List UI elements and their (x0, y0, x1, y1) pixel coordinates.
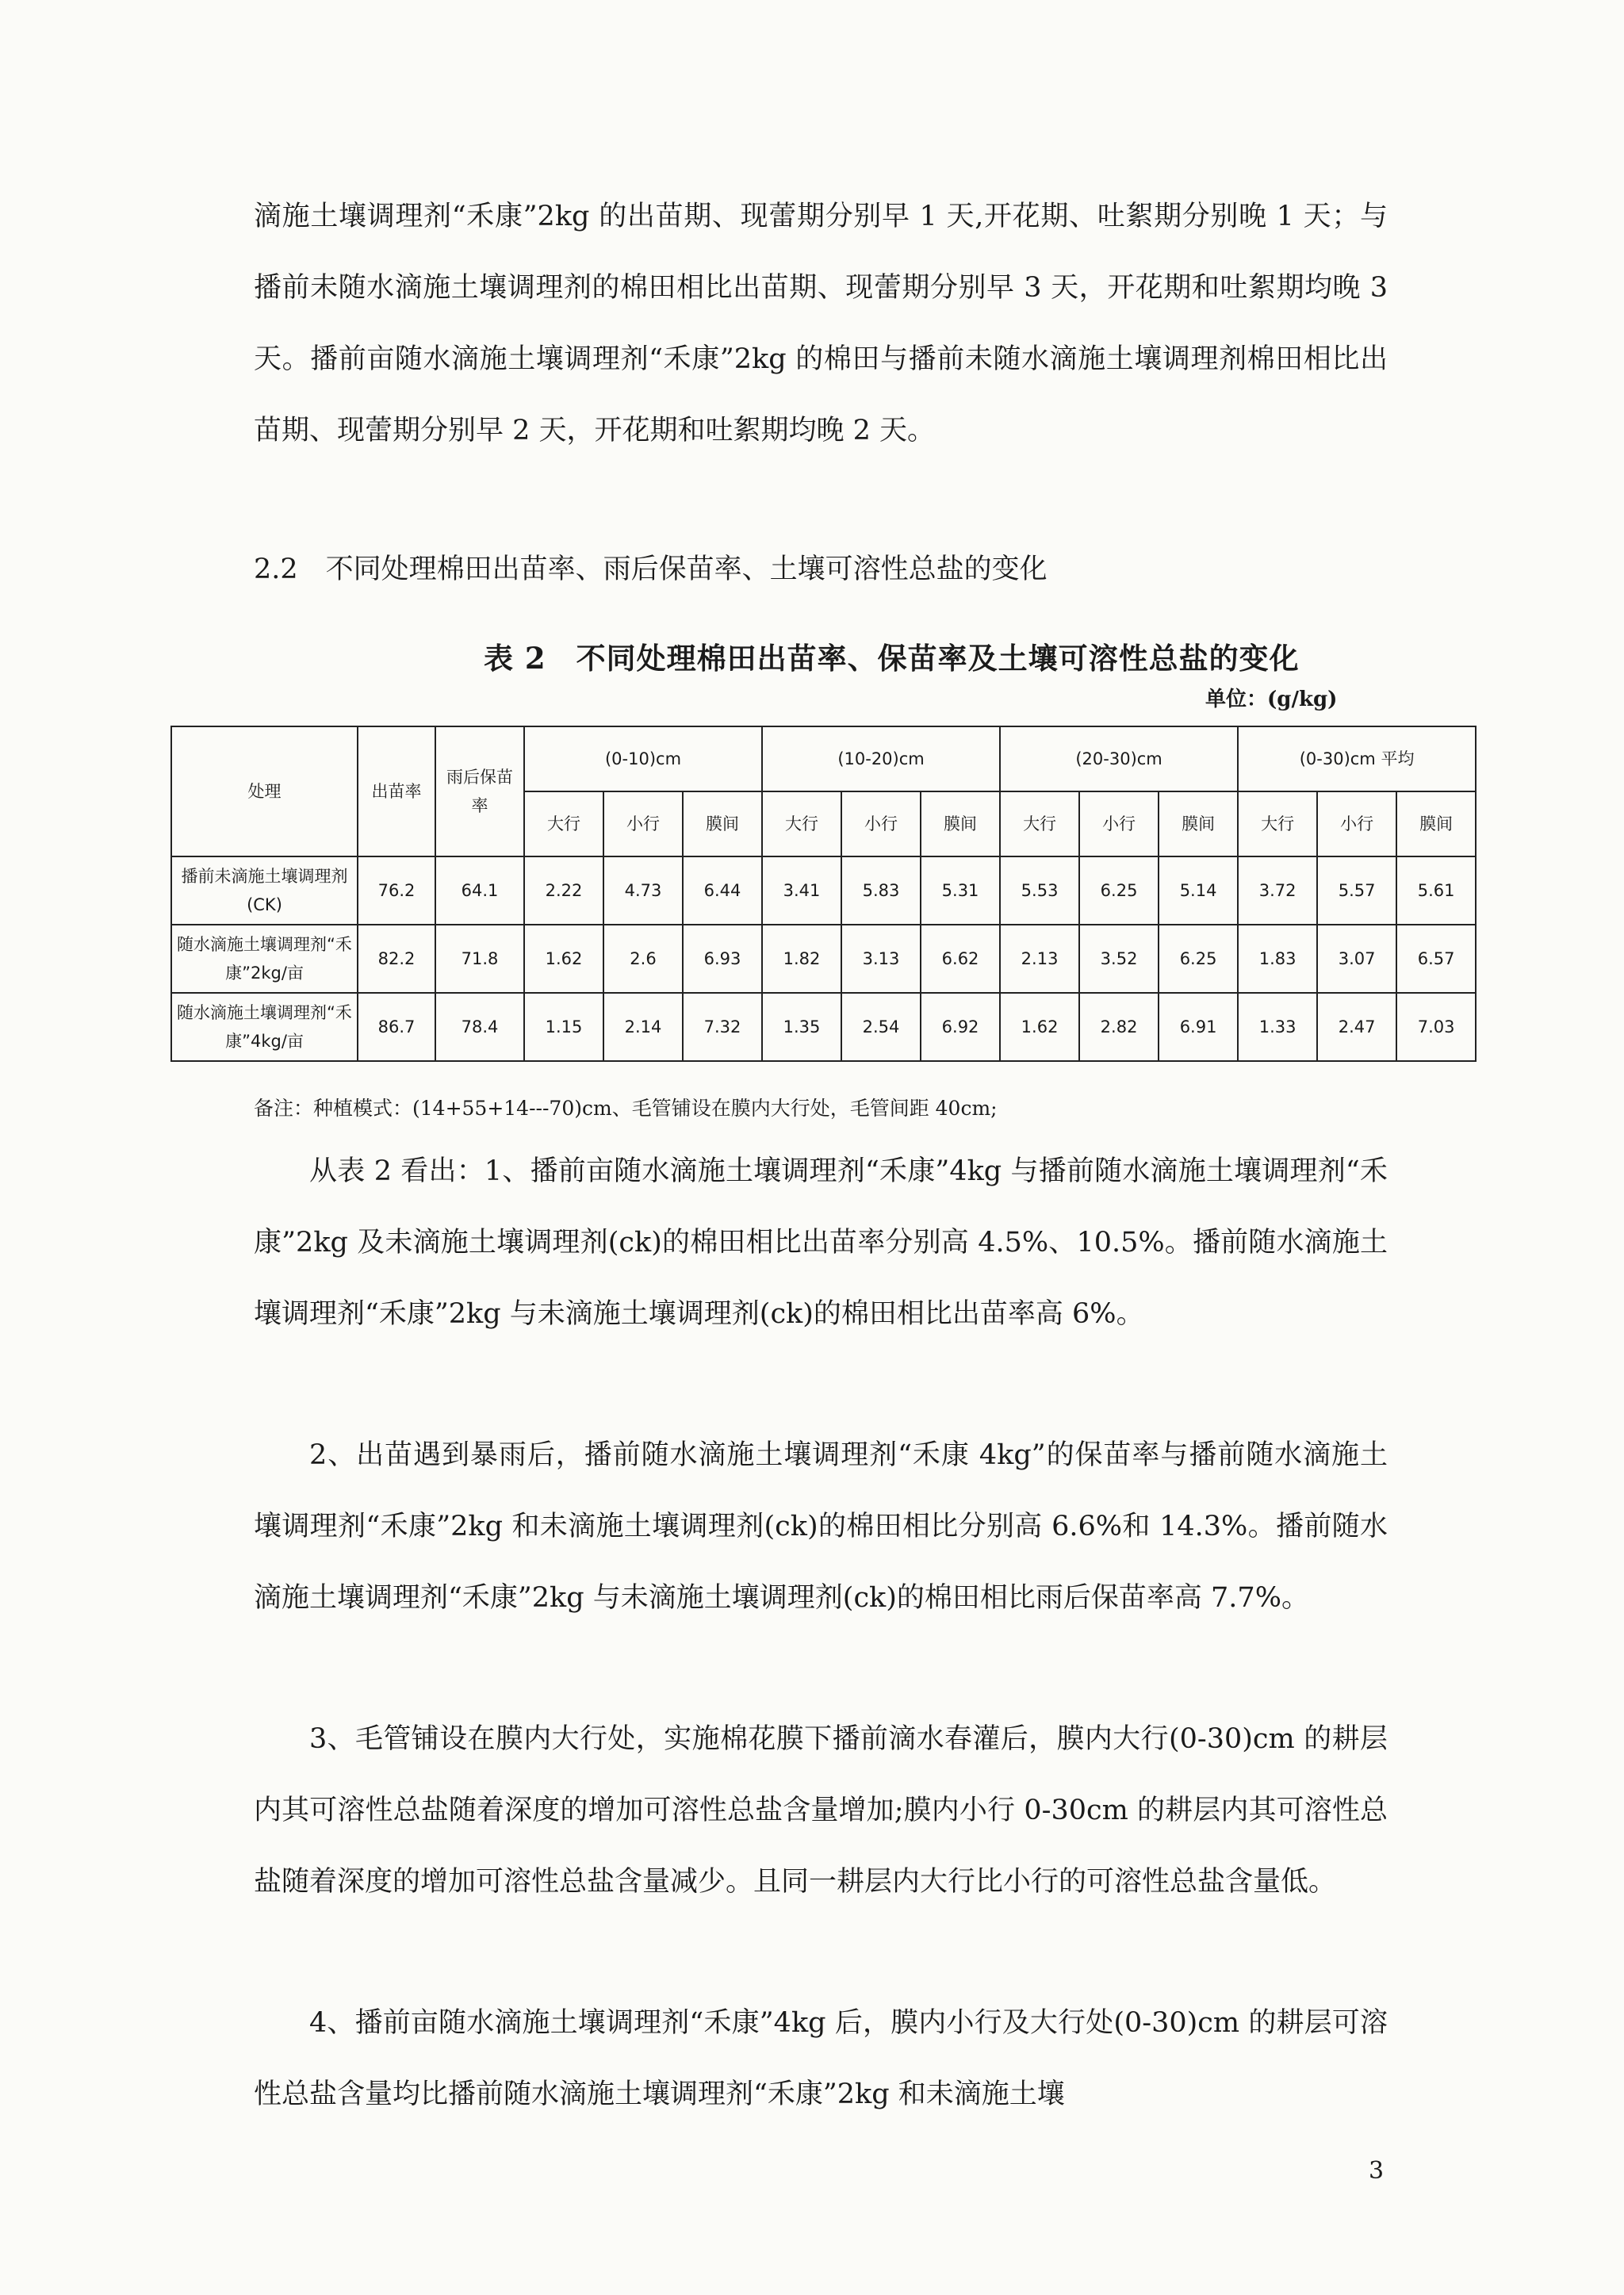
header-group-20-30: (20-30)cm (1000, 726, 1238, 791)
row-name: 播前未滴施土壤调理剂(CK) (171, 856, 358, 925)
cell: 3.41 (762, 856, 841, 925)
cell: 82.2 (358, 925, 435, 993)
cell: 71.8 (435, 925, 524, 993)
cell: 5.53 (1000, 856, 1079, 925)
header-emergence: 出苗率 (358, 726, 435, 856)
cell: 2.22 (524, 856, 603, 925)
paragraph-finding-1: 从表 2 看出：1、播前亩随水滴施土壤调理剂“禾康”4kg 与播前随水滴施土壤调理剂“禾康”2kg 及未滴施土壤调理剂(ck)的棉田相比出苗率分别高 4.5%、10.5%。播前随水滴施土壤调理剂“禾康”2kg 与未滴施土壤调理剂(ck)的棉田相比出苗率高 6%。 (254, 1155, 1388, 1330)
cell: 5.83 (841, 856, 921, 925)
header-retention: 雨后保苗率 (435, 726, 524, 856)
cell: 3.07 (1317, 925, 1396, 993)
table-title: 表 2 不同处理棉田出苗率、保苗率及土壤可溶性总盐的变化 (484, 641, 1300, 676)
paragraph-finding-2: 2、出苗遇到暴雨后，播前随水滴施土壤调理剂“禾康 4kg”的保苗率与播前随水滴施土壤调理剂“禾康”2kg 和未滴施土壤调理剂(ck)的棉田相比分别高 6.6%和 14.3%。播前随水滴施土壤调理剂“禾康”2kg 与未滴施土壤调理剂(ck)的棉田相比雨后保苗率高 7.7%。 (254, 1439, 1388, 1614)
cell: 6.93 (683, 925, 762, 993)
cell: 5.31 (921, 856, 1000, 925)
subheader-cell: 小行 (603, 791, 683, 856)
cell: 6.57 (1396, 925, 1476, 993)
cell: 2.82 (1079, 993, 1159, 1061)
subheader-cell: 大行 (524, 791, 603, 856)
subheader-cell: 膜间 (1159, 791, 1238, 856)
row-name: 随水滴施土壤调理剂“禾康”4kg/亩 (171, 993, 358, 1061)
cell: 6.62 (921, 925, 1000, 993)
subheader-cell: 膜间 (683, 791, 762, 856)
header-treatment: 处理 (171, 726, 358, 856)
subheader-cell: 大行 (1238, 791, 1317, 856)
subheader-cell: 小行 (841, 791, 921, 856)
paragraph-intro: 滴施土壤调理剂“禾康”2kg 的出苗期、现蕾期分别早 1 天,开花期、吐絮期分别晚 1 天；与播前未随水滴施土壤调理剂的棉田相比出苗期、现蕾期分别早 3 天，开花期和吐絮期均晚 3 天。播前亩随水滴施土壤调理剂“禾康”2kg 的棉田与播前未随水滴施土壤调理剂棉田相比出苗期、现蕾期分别早 2 天，开花期和吐絮期均晚 2 天。 (254, 201, 1388, 446)
header-group-avg: (0-30)cm 平均 (1238, 726, 1476, 791)
cell: 78.4 (435, 993, 524, 1061)
cell: 1.83 (1238, 925, 1317, 993)
data-table (170, 726, 1477, 1062)
cell: 1.62 (524, 925, 603, 993)
table-row (171, 856, 1476, 925)
cell: 64.1 (435, 856, 524, 925)
subheader-cell: 膜间 (1396, 791, 1476, 856)
cell: 2.54 (841, 993, 921, 1061)
cell: 6.44 (683, 856, 762, 925)
cell: 6.91 (1159, 993, 1238, 1061)
table-row (171, 925, 1476, 993)
subheader-cell: 膜间 (921, 791, 1000, 856)
cell: 2.6 (603, 925, 683, 993)
table-unit: 单位：(g/kg) (1205, 688, 1338, 711)
row-name: 随水滴施土壤调理剂“禾康”2kg/亩 (171, 925, 358, 993)
paragraph-finding-4: 4、播前亩随水滴施土壤调理剂“禾康”4kg 后，膜内小行及大行处(0-30)cm 的耕层可溶性总盐含量均比播前随水滴施土壤调理剂“禾康”2kg 和未滴施土壤 (254, 2007, 1388, 2110)
cell: 6.25 (1159, 925, 1238, 993)
page-number: 3 (1369, 2157, 1385, 2185)
cell: 3.72 (1238, 856, 1317, 925)
cell: 86.7 (358, 993, 435, 1061)
cell: 2.14 (603, 993, 683, 1061)
cell: 7.32 (683, 993, 762, 1061)
cell: 6.92 (921, 993, 1000, 1061)
subheader-cell: 大行 (762, 791, 841, 856)
cell: 76.2 (358, 856, 435, 925)
subheader-cell: 大行 (1000, 791, 1079, 856)
cell: 4.73 (603, 856, 683, 925)
cell: 7.03 (1396, 993, 1476, 1061)
cell: 5.57 (1317, 856, 1396, 925)
subheader-cell: 小行 (1079, 791, 1159, 856)
subheader-cell: 小行 (1317, 791, 1396, 856)
cell: 2.13 (1000, 925, 1079, 993)
table-note: 备注：种植模式：(14+55+14---70)cm、毛管铺设在膜内大行处，毛管间距 40cm; (254, 1097, 998, 1120)
paragraph-finding-3: 3、毛管铺设在膜内大行处，实施棉花膜下播前滴水春灌后，膜内大行(0-30)cm 的耕层内其可溶性总盐随着深度的增加可溶性总盐含量增加;膜内小行 0-30cm 的耕层内其可溶性总盐随着深度的增加可溶性总盐含量减少。且同一耕层内大行比小行的可溶性总盐含量低。 (254, 1723, 1388, 1898)
header-group-0-10: (0-10)cm (524, 726, 762, 791)
cell: 5.61 (1396, 856, 1476, 925)
section-heading: 2.2 不同处理棉田出苗率、雨后保苗率、土壤可溶性总盐的变化 (254, 554, 1048, 585)
cell: 1.82 (762, 925, 841, 993)
cell: 1.35 (762, 993, 841, 1061)
cell: 3.52 (1079, 925, 1159, 993)
cell: 3.13 (841, 925, 921, 993)
cell: 1.62 (1000, 993, 1079, 1061)
header-group-10-20: (10-20)cm (762, 726, 1000, 791)
cell: 6.25 (1079, 856, 1159, 925)
cell: 5.14 (1159, 856, 1238, 925)
cell: 1.33 (1238, 993, 1317, 1061)
cell: 1.15 (524, 993, 603, 1061)
cell: 2.47 (1317, 993, 1396, 1061)
table-row (171, 993, 1476, 1061)
